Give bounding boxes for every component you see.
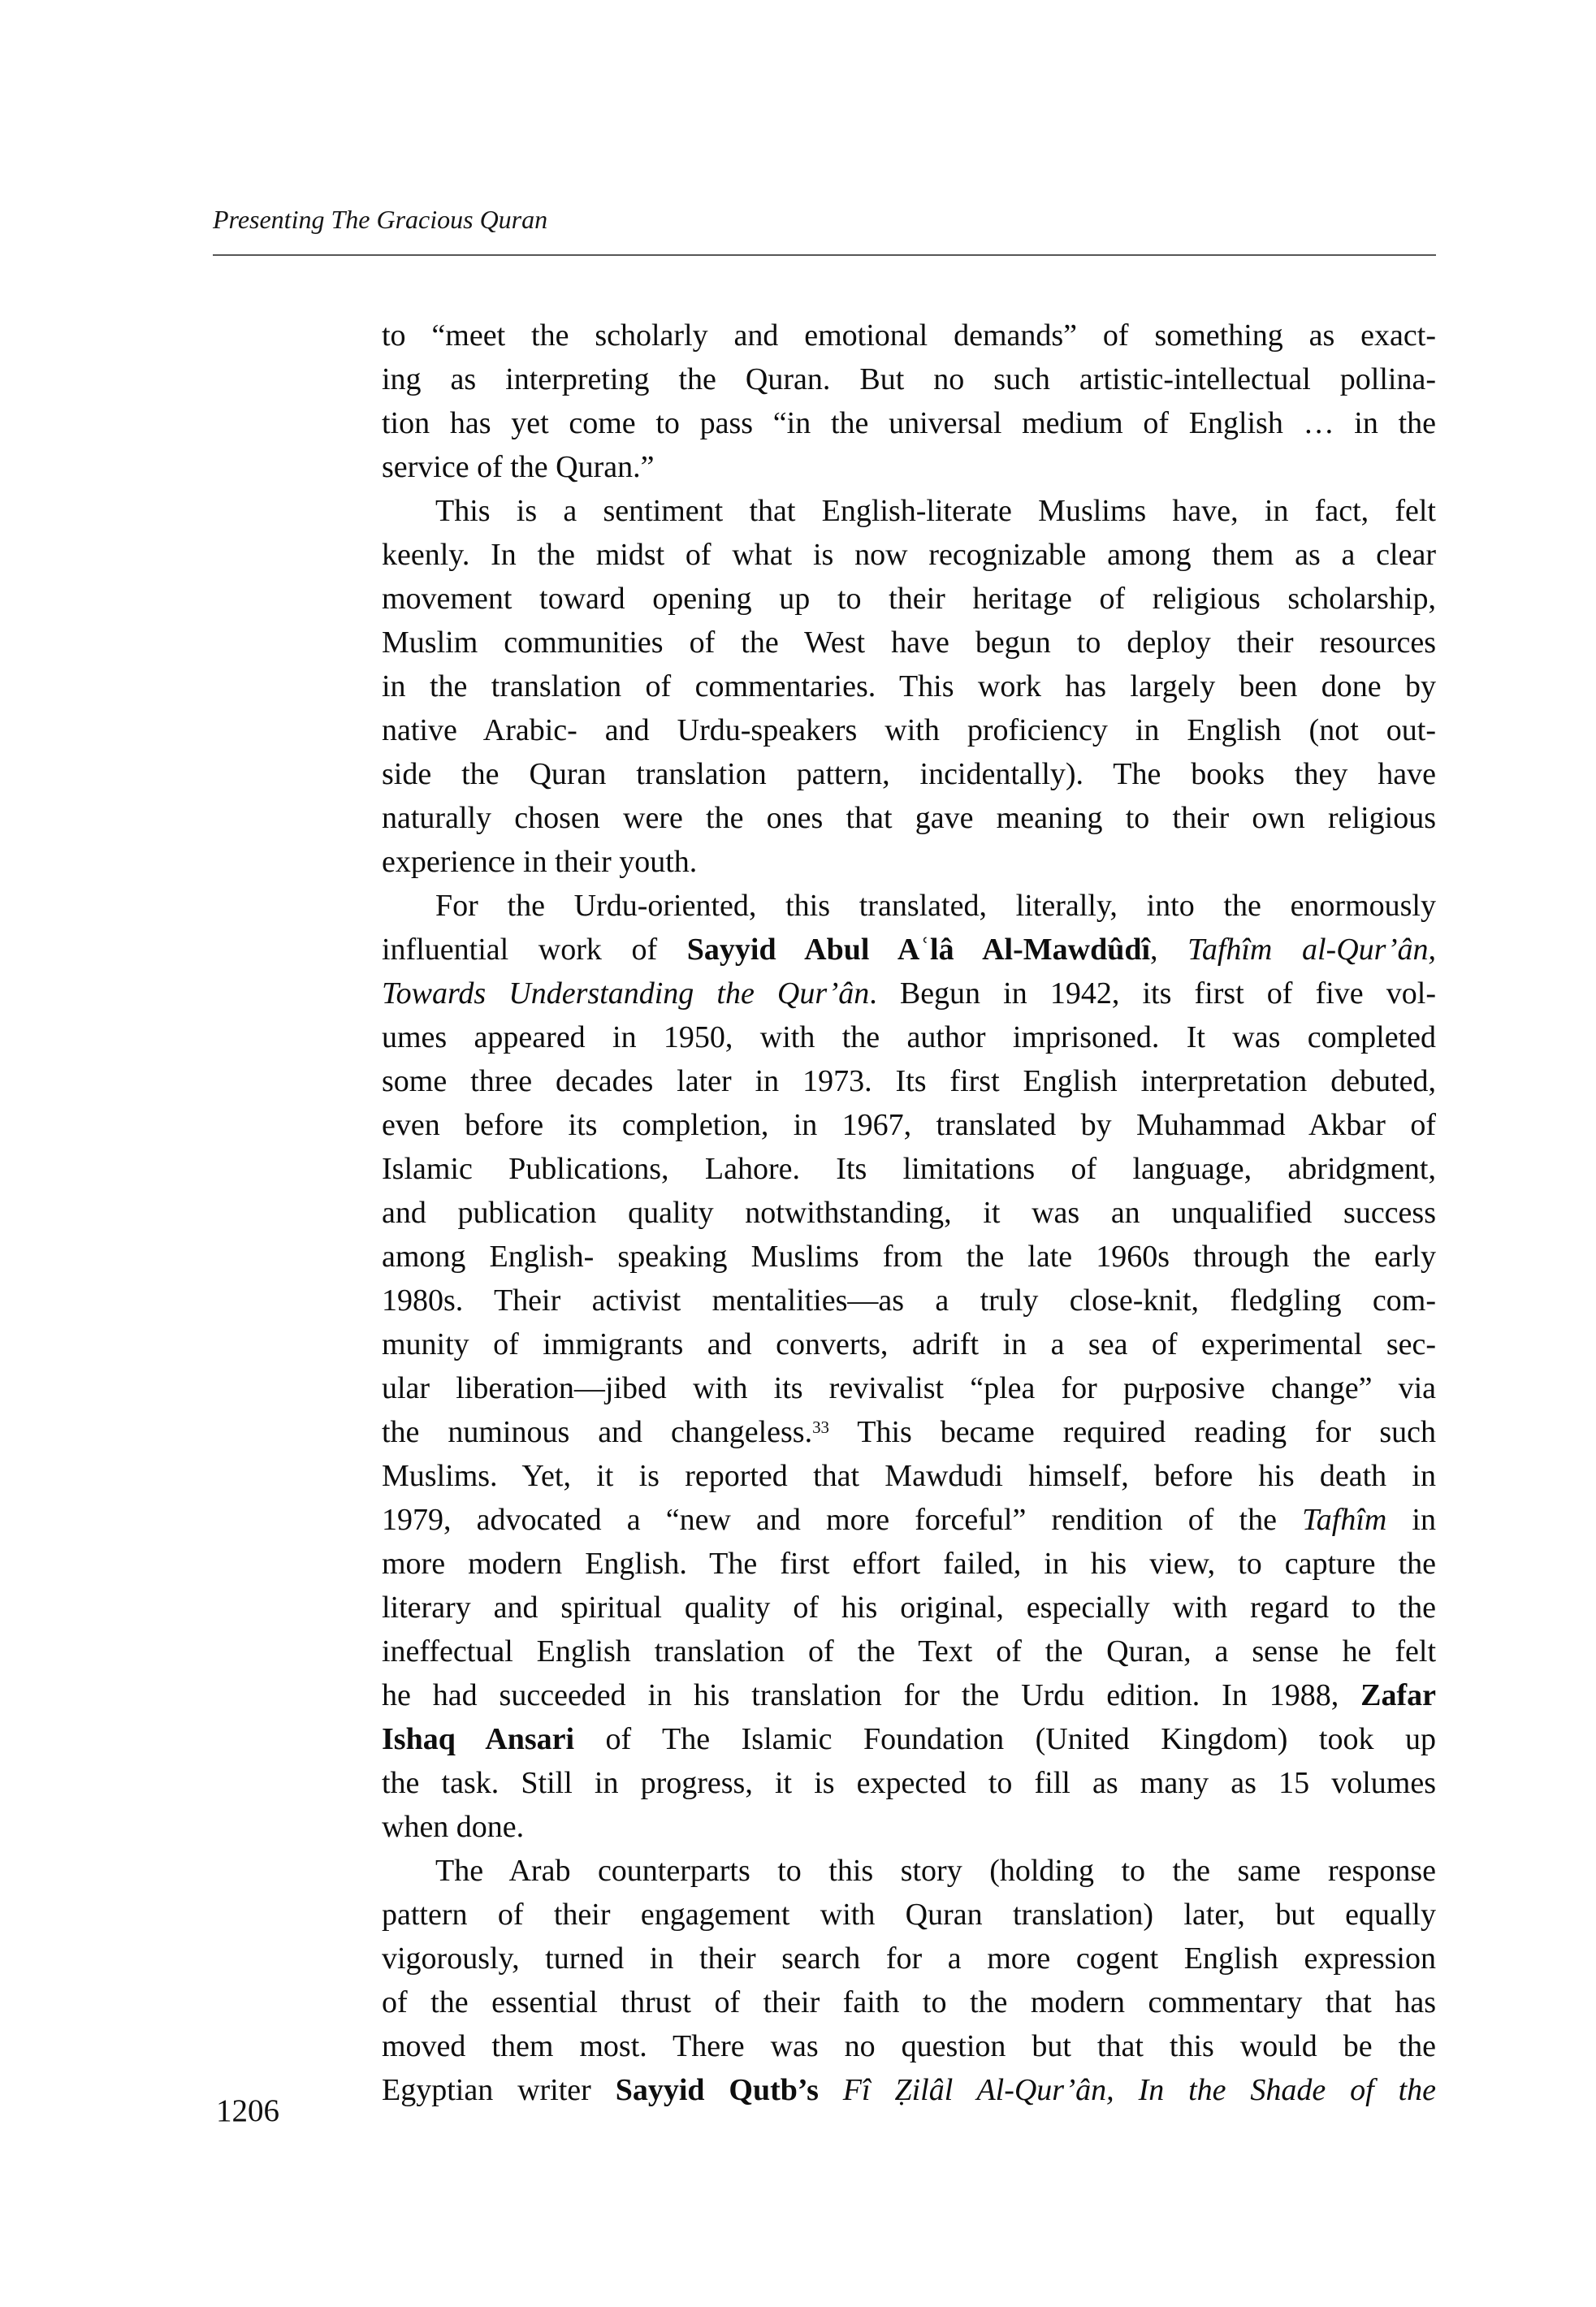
body-text-span: of The Islamic Foundation (United Kingdom) took up bbox=[574, 1722, 1436, 1756]
text-line bbox=[382, 928, 1436, 972]
body-text-span: among English- speaking Muslims from the late 1960s through the early bbox=[382, 1240, 1436, 1274]
bold-text: Zafar bbox=[1360, 1678, 1436, 1712]
body-text-span: in bbox=[1386, 1503, 1436, 1537]
body-text-span: keenly. In the midst of what is now recognizable among them as a clear bbox=[382, 538, 1436, 572]
text-line bbox=[382, 1980, 1436, 2024]
body-text-span: native Arabic- and Urdu-speakers with proficiency in English (not out- bbox=[382, 713, 1436, 747]
body-text-span: and publication quality notwithstanding, it was an unqualified success bbox=[382, 1196, 1436, 1230]
text-line bbox=[382, 621, 1436, 664]
body-text-span: Islamic Publications, Lahore. Its limitations of language, abridgment, bbox=[382, 1152, 1436, 1186]
body-text-span: umes appeared in 1950, with the author imprisoned. It was completed bbox=[382, 1020, 1436, 1054]
body-text-span: when done. bbox=[382, 1810, 525, 1844]
body-text-span: vigorously, turned in their search for a more cogent English expression bbox=[382, 1941, 1436, 1976]
body-text-span: in the translation of commentaries. This work has largely been done by bbox=[382, 669, 1436, 703]
page-number: 1206 bbox=[216, 2093, 279, 2128]
body-text-span: Egyptian writer bbox=[382, 2073, 616, 2107]
body-text-span: movement toward opening up to their heritage of religious scholarship, bbox=[382, 582, 1436, 616]
italic-title: In the Shade of the bbox=[1138, 2073, 1436, 2107]
running-header: Presenting The Gracious Quran bbox=[213, 205, 548, 234]
body-text-span: he had succeeded in his translation for the Urdu edition. In 1988, bbox=[382, 1678, 1361, 1712]
body-text-span: Muslim communities of the West have begun to deploy their resources bbox=[382, 625, 1436, 660]
text-line bbox=[382, 1893, 1436, 1937]
text-line bbox=[382, 840, 1436, 884]
text-line bbox=[382, 1630, 1436, 1673]
body-text-span: r bbox=[1153, 1375, 1165, 1410]
body-text-span: posive change” via bbox=[1164, 1371, 1436, 1405]
text-line bbox=[382, 401, 1436, 445]
text-line bbox=[382, 1279, 1436, 1322]
text-line bbox=[382, 357, 1436, 401]
body-text-span: ineffectual English translation of the Text of the Quran, a sense he felt bbox=[382, 1634, 1436, 1669]
text-line bbox=[382, 1366, 1436, 1410]
body-text-span: munity of immigrants and converts, adrift in a sea of experimental sec- bbox=[382, 1327, 1436, 1361]
text-line bbox=[382, 1542, 1436, 1586]
text-line bbox=[382, 1322, 1436, 1366]
italic-title: Fî Ẓilâl Al-Qur’ân, bbox=[842, 2073, 1114, 2107]
text-line bbox=[382, 664, 1436, 708]
italic-title: Tafhîm al-Qur’ân, bbox=[1187, 933, 1436, 967]
body-text-span: ing as interpreting the Quran. But no such artistic-intellectual pollina- bbox=[382, 362, 1436, 396]
text-line bbox=[382, 1586, 1436, 1630]
text-line bbox=[382, 533, 1436, 577]
body-text-span: some three decades later in 1973. Its first English interpretation debuted, bbox=[382, 1064, 1436, 1098]
body-text-span: literary and spiritual quality of his original, especially with regard to the bbox=[382, 1591, 1436, 1625]
body-text-span: Muslims. Yet, it is reported that Mawdudi himself, before his death in bbox=[382, 1459, 1436, 1493]
text-line bbox=[382, 1103, 1436, 1147]
body-text-span: service of the Quran.” bbox=[382, 450, 655, 484]
body-text-span: experience in their youth. bbox=[382, 845, 698, 879]
body-text-span: influential work of bbox=[382, 933, 687, 967]
body-text-span: moved them most. There was no question but that this would be the bbox=[382, 2029, 1436, 2063]
text-line bbox=[382, 2068, 1436, 2112]
text-line bbox=[382, 1235, 1436, 1279]
bold-text: Sayyid Qutb’s bbox=[615, 2073, 819, 2107]
bold-text: Ishaq Ansari bbox=[382, 1722, 575, 1756]
text-line bbox=[382, 708, 1436, 752]
body-text bbox=[382, 314, 1436, 2112]
body-text-span: ular liberation—jibed with its revivalist “plea for pu bbox=[382, 1371, 1154, 1405]
text-line bbox=[382, 1410, 1436, 1454]
text-line bbox=[382, 1673, 1436, 1717]
body-text-span: even before its completion, in 1967, translated by Muhammad Akbar of bbox=[382, 1108, 1436, 1142]
text-line bbox=[382, 1717, 1436, 1761]
text-line bbox=[382, 2024, 1436, 2068]
footnote-marker: 33 bbox=[812, 1417, 829, 1437]
text-line bbox=[382, 1015, 1436, 1059]
body-text-span: , bbox=[1150, 933, 1188, 967]
body-text-span: the task. Still in progress, it is expected to fill as many as 15 volumes bbox=[382, 1766, 1436, 1800]
body-text-span: the numinous and changeless. bbox=[382, 1415, 813, 1449]
body-text-span: naturally chosen were the ones that gave meaning to their own religious bbox=[382, 801, 1436, 835]
body-text-span: 1979, advocated a “new and more forceful” rendition of the bbox=[382, 1503, 1303, 1537]
text-line bbox=[382, 489, 1436, 533]
body-text-span bbox=[819, 2073, 843, 2107]
body-text-span: pattern of their engagement with Quran translation) later, but equally bbox=[382, 1898, 1436, 1932]
text-line bbox=[382, 1147, 1436, 1191]
text-line bbox=[382, 1059, 1436, 1103]
body-text-span: The Arab counterparts to this story (holding to the same response bbox=[435, 1854, 1436, 1888]
text-line bbox=[382, 884, 1436, 928]
header-rule bbox=[213, 254, 1436, 256]
body-text-span: more modern English. The first effort failed, in his view, to capture the bbox=[382, 1547, 1436, 1581]
body-text-span: tion has yet come to pass “in the universal medium of English … in the bbox=[382, 406, 1436, 440]
body-text-span: This became required reading for such bbox=[829, 1415, 1436, 1449]
body-text-span: This is a sentiment that English-literate Muslims have, in fact, felt bbox=[435, 494, 1436, 528]
text-line bbox=[382, 445, 1436, 489]
text-line bbox=[382, 1805, 1436, 1849]
text-line bbox=[382, 972, 1436, 1015]
text-line bbox=[382, 1191, 1436, 1235]
text-line bbox=[382, 1937, 1436, 1980]
body-text-span: of the essential thrust of their faith to the modern commentary that has bbox=[382, 1985, 1436, 2019]
text-line bbox=[382, 1454, 1436, 1498]
text-line bbox=[382, 796, 1436, 840]
body-text-span bbox=[1114, 2073, 1139, 2107]
bold-text: Sayyid Abul Aʿlâ Al-Mawdûdî bbox=[686, 933, 1151, 967]
italic-title: Tafhîm bbox=[1302, 1503, 1387, 1537]
body-text-span: side the Quran translation pattern, incidentally). The books they have bbox=[382, 757, 1436, 791]
text-line bbox=[382, 1498, 1436, 1542]
text-line bbox=[382, 314, 1436, 357]
text-line bbox=[382, 752, 1436, 796]
italic-title: Towards Understanding the Qur’ân bbox=[382, 976, 870, 1011]
body-text-span: . Begun in 1942, its first of five vol- bbox=[869, 976, 1436, 1011]
text-line bbox=[382, 1761, 1436, 1805]
body-text-span: For the Urdu-oriented, this translated, literally, into the enormously bbox=[435, 889, 1436, 923]
text-line bbox=[382, 1849, 1436, 1893]
body-text-span: 1980s. Their activist mentalities—as a truly close-knit, fledgling com- bbox=[382, 1283, 1436, 1318]
body-text-span: to “meet the scholarly and emotional demands” of something as exact- bbox=[382, 318, 1436, 353]
text-line bbox=[382, 577, 1436, 621]
